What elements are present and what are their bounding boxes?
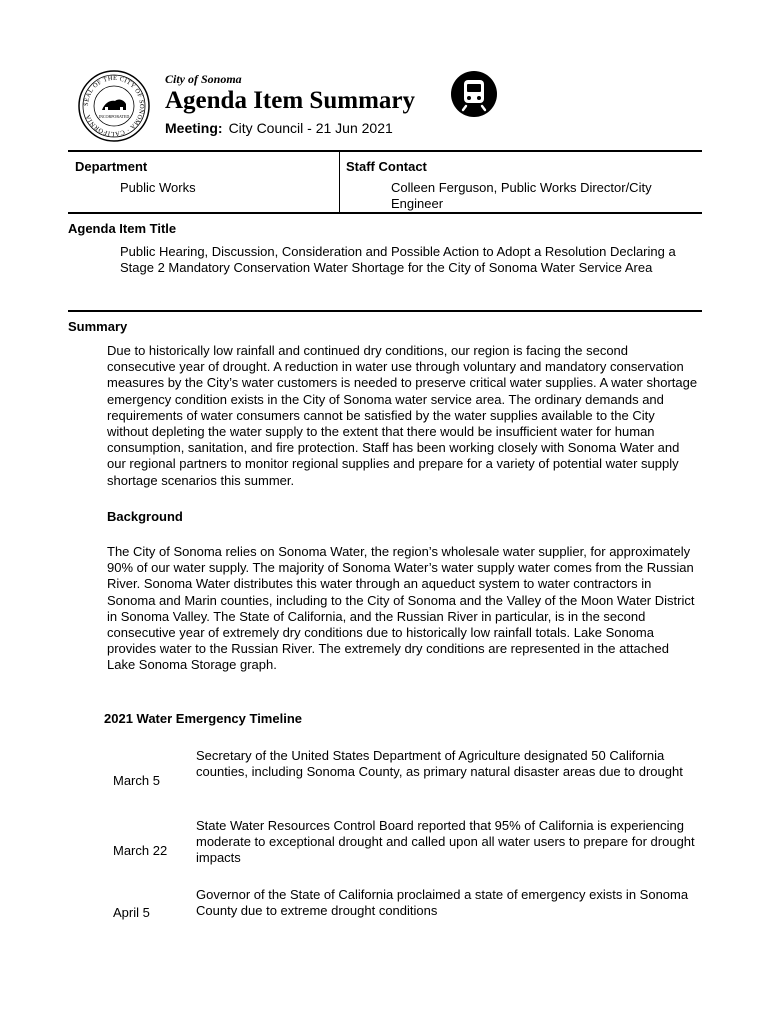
city-seal-logo: [78, 70, 150, 142]
timeline-date: April 5: [113, 905, 150, 920]
svg-text:INCORPORATED: INCORPORATED: [98, 114, 130, 119]
background-label: Background: [107, 509, 183, 524]
meeting-line: [165, 120, 393, 136]
divider: [68, 212, 702, 214]
city-name: City of Sonoma: [165, 72, 242, 86]
department-value: Public Works: [120, 180, 196, 195]
column-divider: [339, 152, 340, 213]
timeline-event: Governor of the State of California proclaimed a state of emergency exists in Sonoma County due to extreme drought conditions: [196, 887, 689, 919]
agenda-item-title-text: Public Hearing, Discussion, Consideration and Possible Action to Adopt a Resolution Declaring a Stage 2 Mandatory Conservation Water Shortage for the City of Sonoma Water Service Area: [120, 244, 676, 276]
timeline-date: March 5: [113, 773, 160, 788]
staff-contact-label: Staff Contact: [346, 159, 427, 174]
train-icon: [450, 70, 498, 118]
meeting-label: Meeting:: [165, 120, 223, 136]
department-label: Department: [75, 159, 148, 174]
timeline-event: Secretary of the United States Department of Agriculture designated 50 California counties, including Sonoma County, as primary natural disaster areas due to drought: [196, 748, 683, 780]
summary-text: Due to historically low rainfall and continued dry conditions, our region is facing the second consecutive year of drought. A reduction in water use through voluntary and mandatory conservation measures by the City’s water customers is needed to preserve critical water supplies. A water shortage emergency condition exists in the City of Sonoma water service area. The ordinary demands and requirements of water consumers cannot be satisfied by the water supplies available to the City without depleting the water supply to the extent that there would be insufficient water for human consumption, sanitation, and fire protection. Staff has been working closely with Sonoma Water and our regional partners to monitor regional supplies and prepare for a variety of potential water supply shortage scenarios this summer.: [107, 343, 698, 488]
meeting-value: City Council - 21 Jun 2021: [228, 120, 393, 136]
timeline-date: March 22: [113, 843, 168, 858]
divider: [68, 310, 702, 312]
agenda-item-title-label: Agenda Item Title: [68, 221, 177, 236]
page-title: Agenda Item Summary: [165, 87, 415, 114]
timeline-event: State Water Resources Control Board reported that 95% of California is experiencing moderate to exceptional drought and called upon all water users to prepare for drought impacts: [196, 818, 695, 866]
staff-contact-value: Colleen Ferguson, Public Works Director/City Engineer: [391, 180, 652, 212]
svg-text:SEAL OF THE CITY OF SONOMA · C: SEAL OF THE CITY OF SONOMA · CALIFORNIA: [82, 74, 146, 138]
summary-label: Summary: [68, 319, 128, 334]
timeline-label: 2021 Water Emergency Timeline: [104, 711, 302, 726]
background-text: The City of Sonoma relies on Sonoma Water, the region’s wholesale water supplier, for approximately 90% of our water supply. The majority of Sonoma Water’s water supply water comes from the Russian River. Sonoma Water distributes this water through an aqueduct system to water contractors in Sonoma and Marin counties, including to the City of Sonoma and the Valley of the Moon Water District in Sonoma Valley. The State of California, and the Russian River in particular, is in the second consecutive year of extremely dry conditions due to historically low rainfall totals. Lake Sonoma provides water to the Russian River. The extremely dry conditions are represented in the attached Lake Sonoma Storage graph.: [107, 544, 695, 673]
divider: [68, 150, 702, 152]
